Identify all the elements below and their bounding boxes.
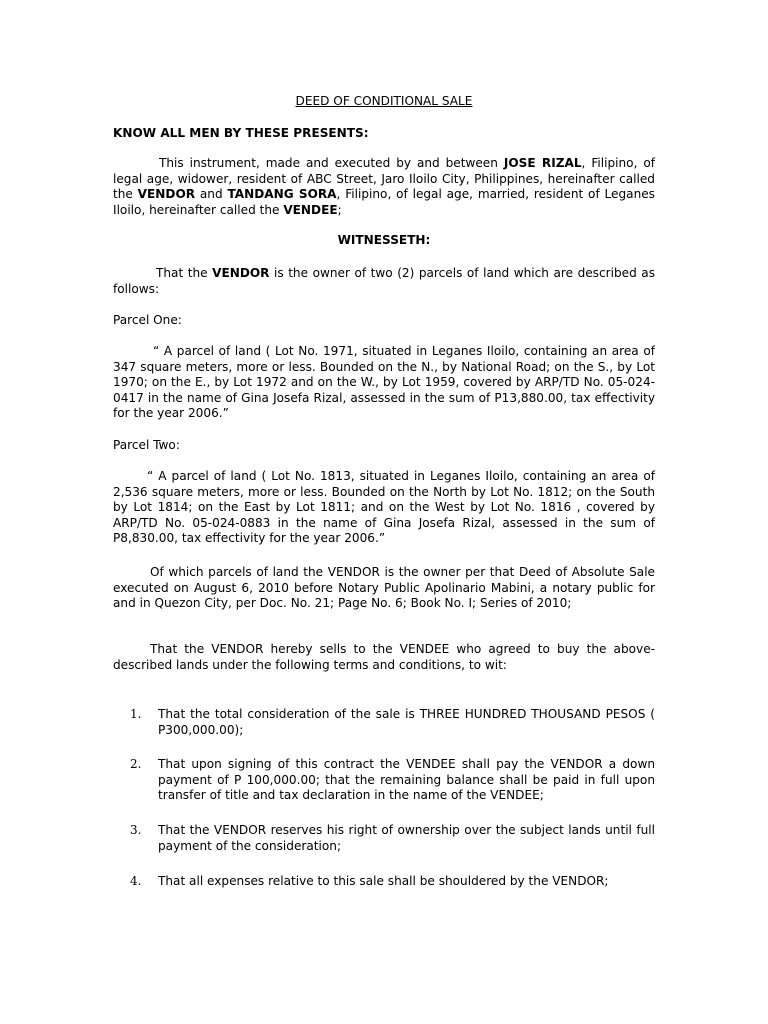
term-text: That the VENDOR reserves his right of ownership over the subject lands until full payment of the consideration; (158, 823, 655, 853)
parcel-one-description: “ A parcel of land ( Lot No. 1971, situated in Leganes Iloilo, containing an area of 347 square meters, more or less. Bounded on the N., by National Road; on the S., by Lot 1970; on the E., by Lot 1972 and on the W., by Lot 1959, covered by ARP/TD No. 05-024-0417 in the name of Gina Josefa Rizal, assessed in the sum of P13,880.00, tax effectivity for the year 2006.” (113, 344, 655, 420)
term-text: That the total consideration of the sale is THREE HUNDRED THOUSAND PESOS ( P300,000.00); (158, 707, 655, 737)
parcel-one-label: Parcel One: (113, 313, 182, 327)
term-number: 3. (130, 823, 142, 837)
ownership-text-2: is the owner of two (2) parcels of land which are described as follows: (113, 266, 655, 296)
instrument-paragraph (113, 156, 655, 218)
parcel-two-description: “ A parcel of land ( Lot No. 1813, situated in Leganes Iloilo, containing an area of 2,536 square meters, more or less. Bounded on the North by Lot No. 1812; on the South by Lot 1814; on the East by Lot 1811; and on the West by Lot No. 1816 , covered by ARP/TD No. 05-024-0883 in the name of Gina Josefa Rizal, assessed in the sum of P8,830.00, tax effectivity for the year 2006.” (113, 469, 655, 545)
ownership-paragraph (113, 266, 655, 297)
vendor-term: VENDOR (137, 187, 196, 201)
instrument-text-4: , Filipino, of legal age, married, resident of Leganes Iloilo, hereinafter called the (113, 187, 655, 217)
term-text: That upon signing of this contract the VENDEE shall pay the VENDOR a down payment of P 100,000.00; that the remaining balance shall be paid in full upon transfer of title and tax declaration in the name of the VENDEE; (158, 757, 655, 802)
document-title: DEED OF CONDITIONAL SALE (295, 94, 473, 108)
ownership-text-1: That the (156, 266, 213, 280)
instrument-text-2: , Filipino, of legal age, widower, resident of ABC Street, Jaro Iloilo City, Philippines, hereinafter called the (113, 156, 655, 201)
instrument-text-1: This instrument, made and executed by and between (159, 156, 504, 170)
parcel-two-label: Parcel Two: (113, 438, 180, 452)
term-number: 1. (130, 707, 142, 721)
witnesseth-heading: WITNESSETH: (337, 233, 431, 247)
prior-deed-paragraph: Of which parcels of land the VENDOR is the owner per that Deed of Absolute Sale executed on August 6, 2010 before Notary Public Apolinario Mabini, a notary public for and in Quezon City, per Doc. No. 21; Page No. 6; Book No. I; Series of 2010; (113, 565, 655, 610)
vendee-term: VENDEE (283, 202, 338, 217)
term-number: 4. (130, 874, 142, 888)
instrument-text-5: ; (337, 202, 342, 217)
vendee-name: TANDANG SORA (227, 187, 337, 201)
instrument-text-3: and (195, 187, 228, 201)
ownership-vendor-term: VENDOR (212, 266, 270, 280)
term-text: That all expenses relative to this sale shall be shouldered by the VENDOR; (158, 874, 609, 888)
sale-terms-intro: That the VENDOR hereby sells to the VENDEE who agreed to buy the above-described lands under the following terms and conditions, to wit: (113, 642, 655, 672)
term-number: 2. (130, 757, 142, 771)
opening-clause: KNOW ALL MEN BY THESE PRESENTS: (113, 126, 369, 140)
vendor-name: JOSE RIZAL (503, 156, 582, 170)
